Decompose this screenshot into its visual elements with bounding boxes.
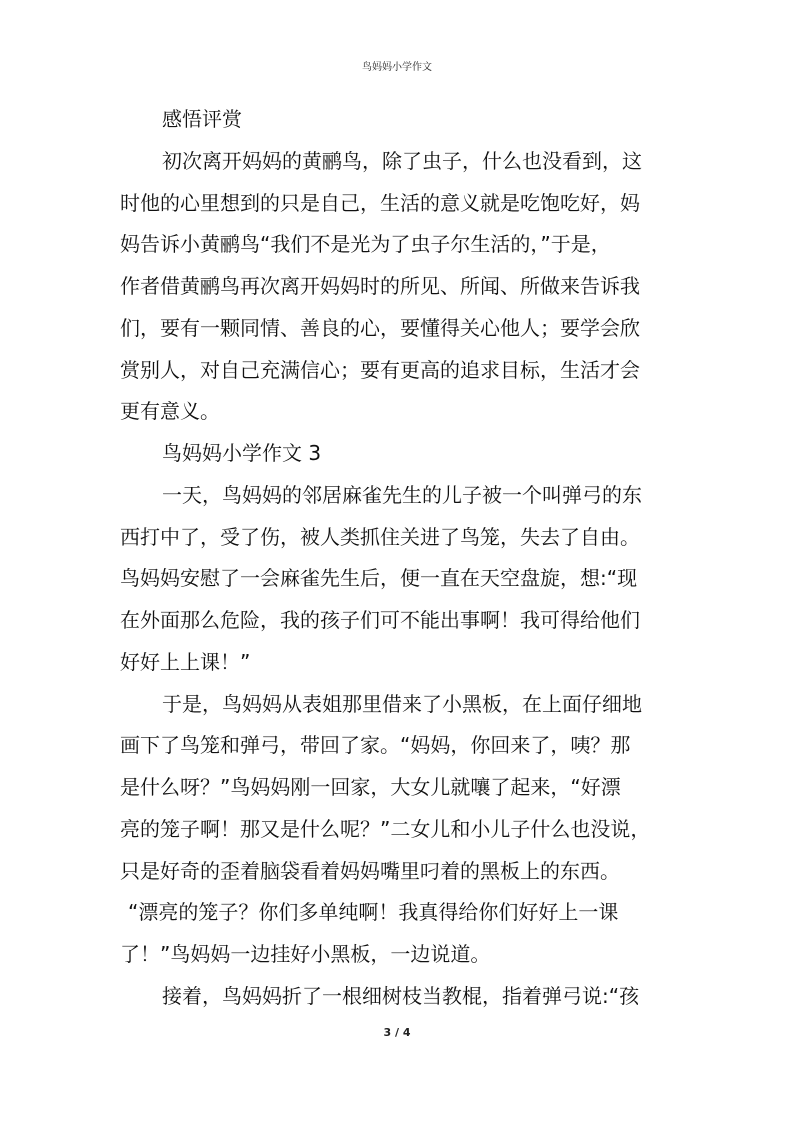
paragraph-line: 一天，鸟妈妈的邻居麻雀先生的儿子被一个叫弹弓的东 bbox=[162, 482, 642, 507]
page-number: 3 / 4 bbox=[383, 1026, 411, 1039]
paragraph-line: 于是，鸟妈妈从表姐那里借来了小黑板，在上面仔细地 bbox=[162, 691, 642, 716]
paragraph-line: 西打中了，受了伤，被人类抓住关进了鸟笼，失去了自由。 bbox=[120, 524, 640, 549]
paragraph-line: 初次离开妈妈的黄鹂鸟，除了虫子，什么也没看到，这 bbox=[162, 148, 642, 173]
paragraph-line: 妈告诉小黄鹂鸟“我们不是光为了虫子尔生活的，”于是， bbox=[120, 232, 611, 257]
paragraph-line: 在外面那么危险，我的孩子们可不能出事啊！我可得给他们 bbox=[120, 608, 640, 632]
paragraph-line: 时他的心里想到的只是自己，生活的意义就是吃饱吃好，妈 bbox=[120, 190, 640, 215]
paragraph-line: 好好上上课！” bbox=[120, 649, 251, 674]
paragraph-line: 只是好奇的歪着脑袋看着妈妈嘴里叼着的黑板上的东西。 bbox=[120, 858, 620, 883]
page-header: 鸟妈妈小学作文 bbox=[362, 62, 432, 73]
paragraph-line: 是什么呀？”鸟妈妈刚一回家，大女儿就嚷了起来，“好漂 bbox=[120, 775, 621, 799]
section-heading: 感悟评赏 bbox=[162, 107, 242, 131]
paragraph-line: 接着，鸟妈妈折了一根细树枝当教棍，指着弹弓说:“孩 bbox=[162, 983, 640, 1008]
paragraph-line: “漂亮的笼子？你们多单纯啊！我真得给你们好好上一课 bbox=[128, 900, 619, 925]
section-heading: 鸟妈妈小学作文 3 bbox=[162, 441, 322, 465]
paragraph-line: 们，要有一颗同情、善良的心，要懂得关心他人；要学会欣 bbox=[120, 315, 640, 340]
paragraph-line: 画下了鸟笼和弹弓，带回了家。“妈妈，你回来了，咦？那 bbox=[120, 733, 631, 758]
paragraph-line: 赏别人，对自己充满信心；要有更高的追求目标，生活才会 bbox=[120, 357, 640, 382]
paragraph-line: 作者借黄鹂鸟再次离开妈妈时的所见、所闻、所做来告诉我 bbox=[120, 274, 640, 298]
document-body bbox=[120, 99, 680, 1018]
paragraph-line: 鸟妈妈安慰了一会麻雀先生后，便一直在天空盘旋，想:“现 bbox=[120, 566, 638, 591]
paragraph-line: 了！”鸟妈妈一边挂好小黑板，一边说道。 bbox=[120, 942, 491, 966]
paragraph-line: 亮的笼子啊！那又是什么呢？”二女儿和小儿子什么也没说， bbox=[120, 816, 651, 841]
paragraph-line: 更有意义。 bbox=[120, 399, 220, 424]
